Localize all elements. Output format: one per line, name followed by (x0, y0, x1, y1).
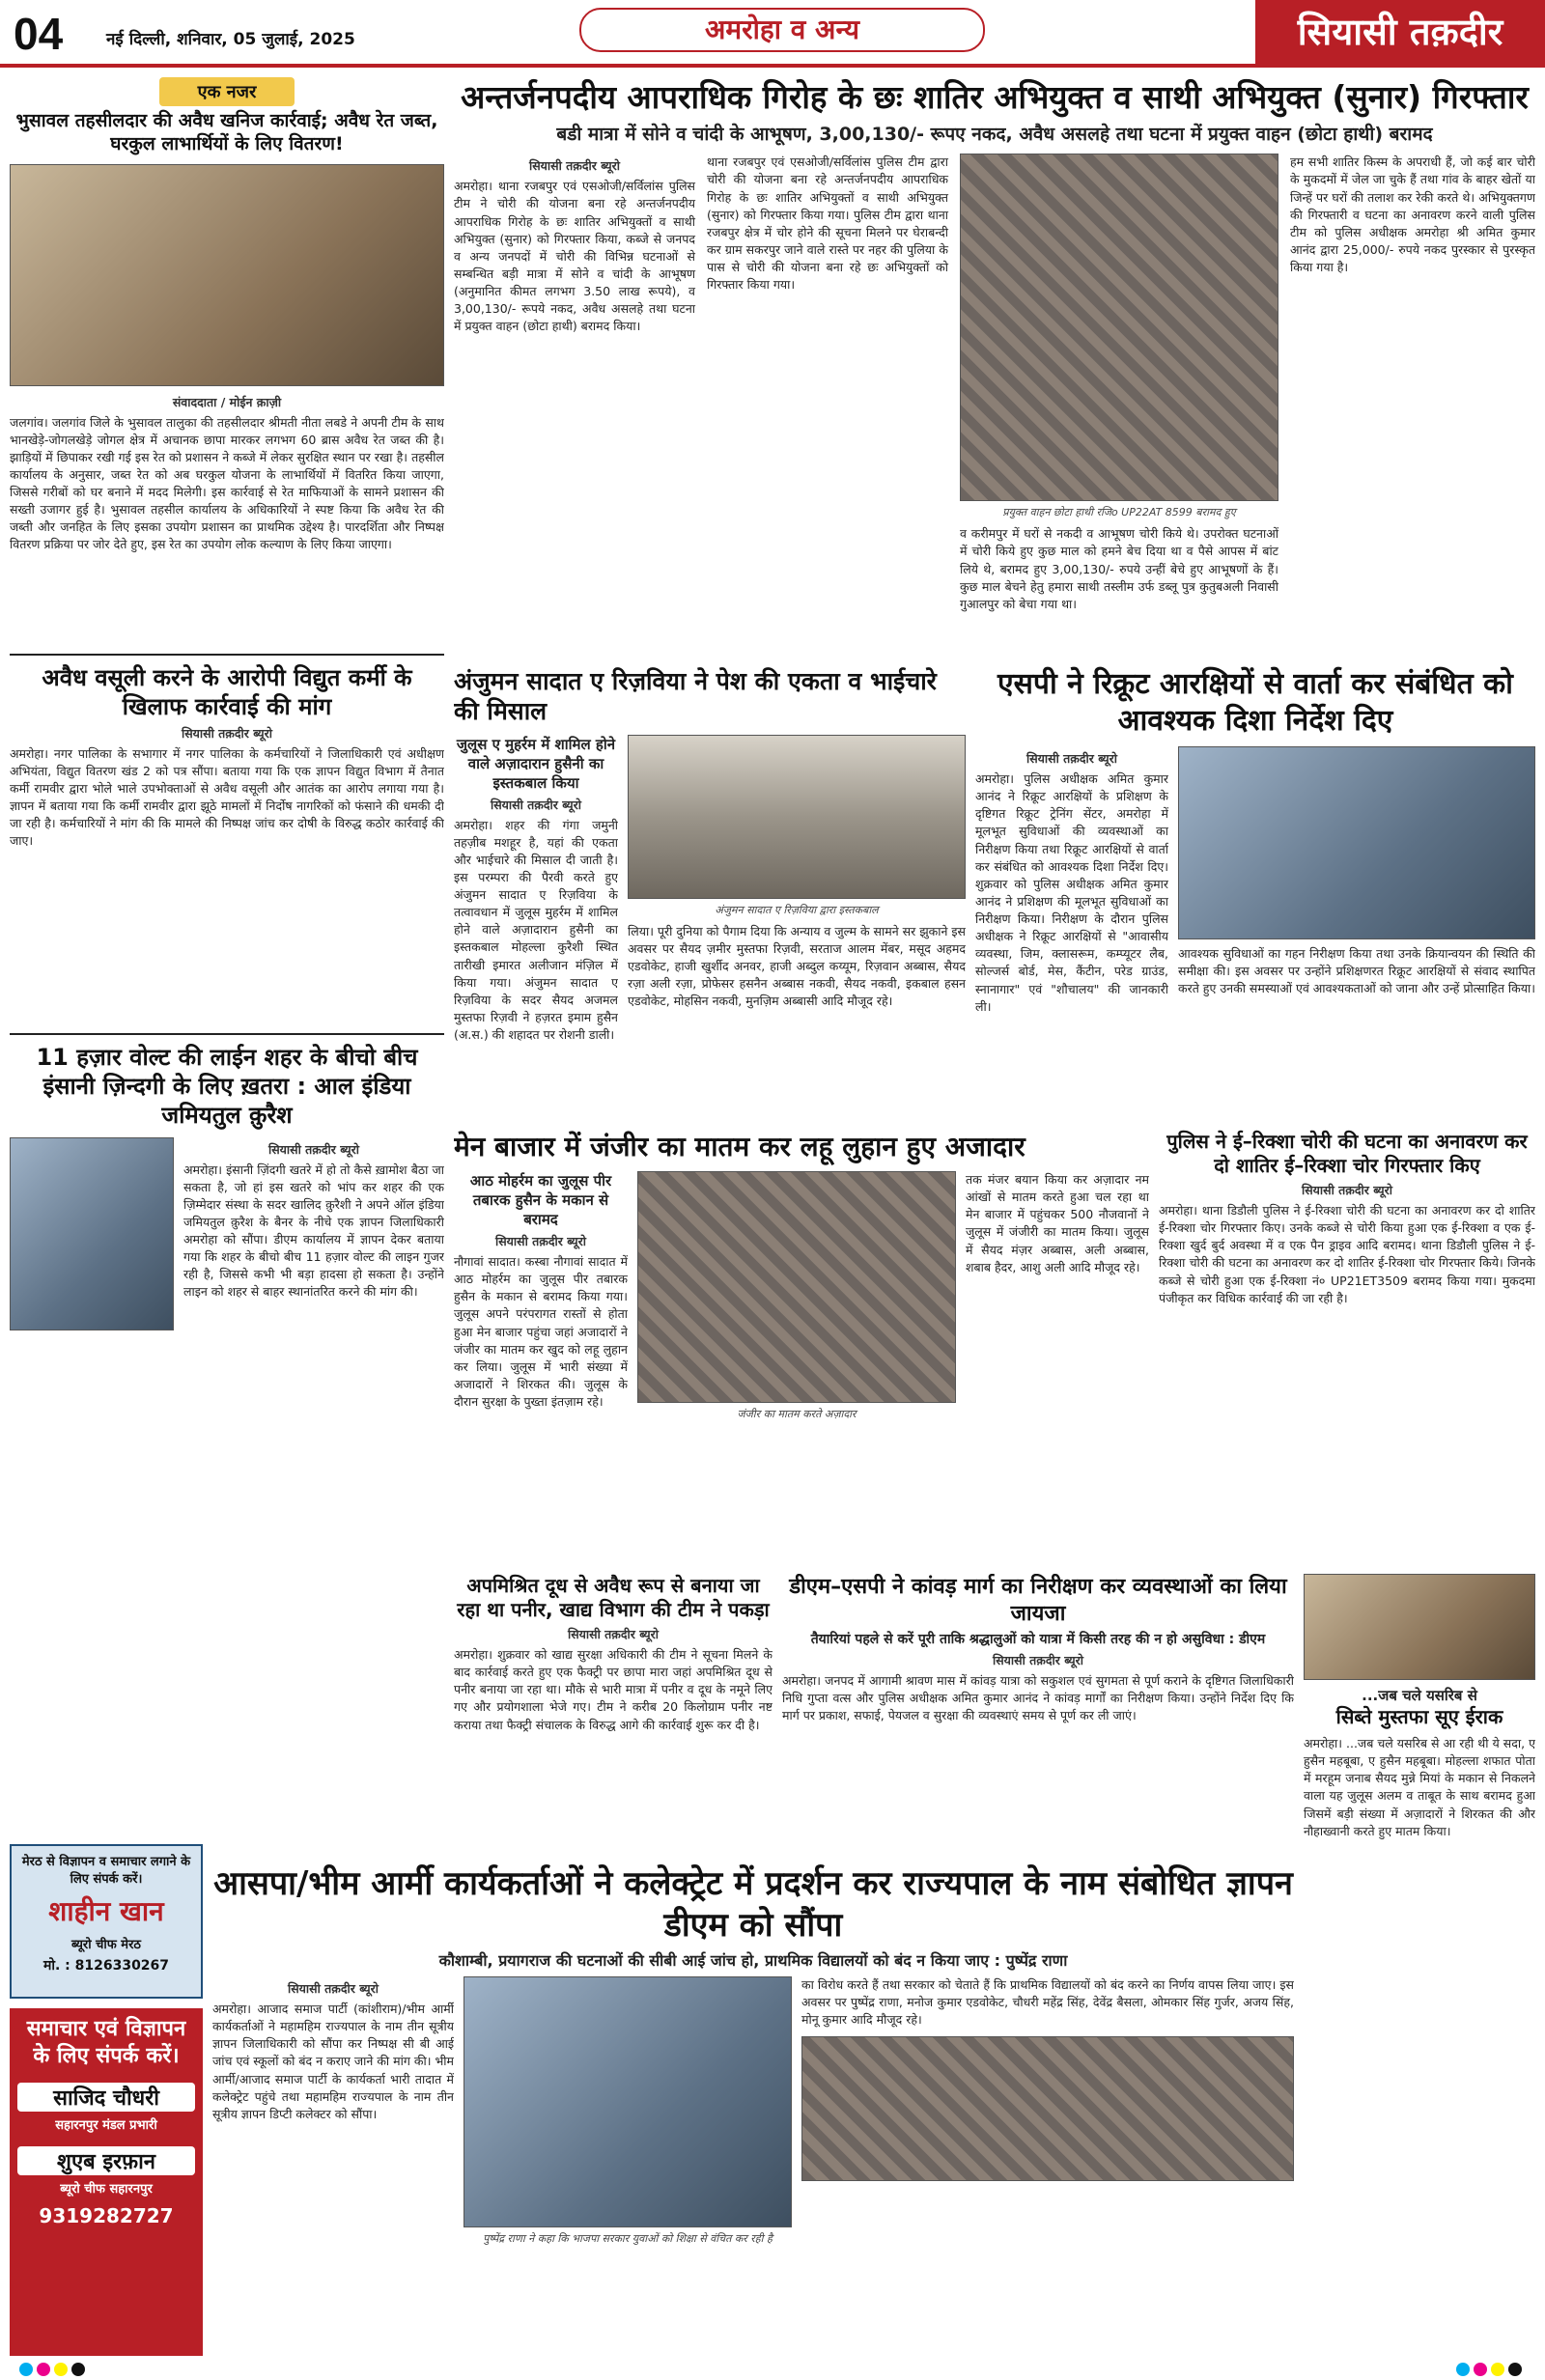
sidebar-story1-body: जलगांव। जलगांव जिले के भुसावल तालुका की तहसीलदार श्रीमती नीता लबडे ने अपनी टीम के साथ भानखेड़े-जोगलखेड़े जोगल क्षेत्र में अचानक छापा मारकर लगभग 60 ब्रास अवैध रेत जब्त की है। झाड़ियों में छिपाकर रखी गई इस रेत को प्रशासन ने कब्जे में लेकर सुरक्षित स्थान पर रखा है। तहसील कार्यालय के अनुसार, जब्त रेत को अब घरकुल योजना के लाभार्थियों में वितरित किया जाएगा, जिससे गरीबों को घर बनाने में मदद मिलेगी। इस कार्रवाई से रेत माफियाओं के सामने प्रशासन की सख्ती उजागर हुई है। भुसावल तहसील कार्यालय के अधिकारियों ने स्पष्ट किया कि अवैध रेत की जब्ती और जनहित के लिए इसका उपयोग प्रशासन का प्राथमिक उद्देश्य है। पारदर्शिता और निष्पक्ष वितरण प्रक्रिया पर जोर देते हुए, इस रेत का उपयोग लोक कल्याण के लिए किया जाएगा। (10, 414, 444, 552)
dm-story (782, 1574, 1294, 1854)
anjuman-byline: सियासी तक़दीर ब्यूरो (490, 797, 582, 812)
milk-byline: सियासी तक़दीर ब्यूरो (567, 1627, 660, 1641)
section-title: अमरोहा व अन्य (579, 8, 985, 52)
dm-sub: तैयारियां पहले से करें पूरी ताकि श्रद्धालुओं को यात्रा में किसी तरह की न हो असुविधा : डीएम (810, 1632, 1266, 1647)
anjuman-photo (628, 735, 966, 899)
sidebar-story2-byline: सियासी तक़दीर ब्यूरो (181, 725, 273, 741)
print-registration-bar (0, 2361, 1545, 2380)
top-story-photo (960, 154, 1278, 501)
sidebar-story2-body: अमरोहा। नगर पालिका के सभागार में नगर पालिका के कर्मचारियों ने जिलाधिकारी एवं अधीक्षण अभियंता, विद्युत वितरण खंड 2 को पत्र सौंपा। बताया गया कि एक ज्ञापन विद्युत विभाग में तैनात कर्मी रामवीर द्वारा भोले भाले उपभोक्ताओं से अवैध वसूली और आतंक का आरोप लगाया गया है। ज्ञापन में बताया गया कि कर्मी रामवीर द्वारा झूठे मामलों में निर्दोष नागरिकों को फंसाने की धमकी दी जा रही है। कर्मचारियों ने मांग की कि मामले की निष्पक्ष जांच कर दोषी के विरुद्ध कठोर कार्रवाई की जाए। (10, 745, 444, 849)
yasrib-kicker: ...जब चले यसरिब से (1362, 1687, 1477, 1704)
yasrib-headline: सिब्ते मुस्तफा सूए ईराक (1335, 1705, 1503, 1728)
meerut-ad-notice: मेरठ से विज्ञापन व समाचार लगाने के लिए संपर्क करें। (21, 1855, 191, 1887)
sidebar-tag: एक नजर (159, 77, 295, 106)
sp-photo (1178, 746, 1535, 939)
matam-body: नौगावां सादात। कस्बा नौगावां सादात में आठ मोहर्रम का जुलूस पीर तबारक हुसैन के मकान से बरामद किया गया। जुलूस अपने परंपरागत रास्तों से होता हुआ मेन बाजार पहुंचा जहां अजादारों ने जंजीर का मातम कर खुद को लहू लुहान कर लिया। जुलूस में भारी संख्या में अजादारों ने शिरकत की। जुलूस के दौरान सुरक्षा के पुख्ता इंतज़ाम रहे। (454, 1254, 628, 1409)
matam-byline: सियासी तक़दीर ब्यूरो (494, 1234, 587, 1248)
anjuman-body: अमरोहा। शहर की गंगा जमुनी तहज़ीब मशहूर है, यहां की एकता और भाईचारे की मिसाल दी जाती है। इस परम्परा की पैरवी करते हुए अंजुमन सादात ए रिज़विया के तत्वावधान में जुलूस मुहर्रम में शामिल होने वाले अज़ादारान हुसैनी का इस्तकबाल मोहल्ला कुरैशी स्थित तारीखी इमारत अलीजान मंज़िल में किया गया। अंजुमन सादात ए रिज़विया के सदर सैयद अजमल मुस्तफा रिज़वी ने हज़रत इमाम हुसैन (अ.स.) की शहादत पर रोशनी डाली। (454, 817, 618, 1042)
meerut-ad-role: ब्यूरो चीफ मेरठ (71, 1938, 141, 1952)
sp-body: अमरोहा। पुलिस अधीक्षक अमित कुमार आनंद ने रिक्रूट आरक्षियों के प्रशिक्षण के दृष्टिगत रिक्रूट ट्रेनिंग सेंटर, अमरोहा में मूलभूत सुविधाओं की व्यवस्थाओं का निरीक्षण किया तथा रिक्रूट आरक्षियों से वार्ता कर संबंधित को आवश्यक दिशा निर्देश दिए। शुक्रवार को पुलिस अधीक्षक अमित कुमार आनंद ने प्रशिक्षण की मूलभूत सुविधाओं का निरीक्षण किया। निरीक्षण के दौरान पुलिस अधीक्षक ने रिक्रूट आरक्षियों से "आवासीय व्यवस्था, जिम, क्लासरूम, कम्प्यूटर लैब, सोल्जर्स बोर्ड, मेस, कैंटीन, परेड ग्राउंड, स्नानागार" एवं "शौचालय" की जानकारी ली। (975, 771, 1168, 1014)
sidebar-story3-headline: 11 हज़ार वोल्ट की लाईन शहर के बीचो बीच इंसानी ज़िन्दगी के लिए ख़तरा : आल इंडिया जमियतुल क़ुरैश (36, 1043, 418, 1129)
sidebar-story2-headline: अवैध वसूली करने के आरोपी विद्युत कर्मी के खिलाफ कार्रवाई की मांग (42, 663, 412, 720)
erickshaw-body: अमरोहा। थाना डिडौली पुलिस ने ई-रिक्शा चोरी की घटना का अनावरण कर दो शातिर ई-रिक्शा चोर गिरफ्तार किए। उनके कब्जे से चोरी किया हुआ एक ई-रिक्शा व एक ई-रिक्शा खुर्द बुर्द अवस्था में व एक पैन ड्राइव आदि बरामद। थाना डिडौली पुलिस ने ई-रिक्शा चोरी की घटना का अनावरण कर दो शातिर ई-रिक्शा चोर गिरफ्तार किये। जिनके कब्जे से चोरी हुआ एक ई-रिक्शा नं० UP21ET3509 बरामद किया गया। मुकदमा पंजीकृत कर विधिक कार्रवाई की जा रही है। (1159, 1203, 1535, 1305)
top-story-subheadline: बडी मात्रा में सोने व चांदी के आभूषण, 3,00,130/- रूपए नकद, अवैध असलहे तथा घटना में प्रयुक्त वाहन (छोटा हाथी) बरामद (556, 124, 1433, 146)
meerut-ad-name: शाहीन खान (48, 1895, 164, 1927)
divider (10, 654, 444, 656)
yasrib-photo (1304, 1574, 1535, 1680)
sidebar-story3-photo (10, 1137, 174, 1330)
sidebar-story3-byline: सियासी तक़दीर ब्यूरो (267, 1141, 360, 1157)
dm-headline: डीएम–एसपी ने कांवड़ मार्ग का निरीक्षण कर व्यवस्थाओं का लिया जायजा (789, 1575, 1287, 1626)
anjuman-story (454, 666, 966, 1120)
bottom-body: अमरोहा। आजाद समाज पार्टी (कांशीराम)/भीम आर्मी कार्यकर्ताओं ने महामहिम राज्यपाल के नाम तीन सूत्रीय ज्ञापन जिलाधिकारी को सौंपा कर निष्पक्ष सी बी आई जांच एवं स्कूलों को बंद न कराए जाने की मांग की। भीम आर्मी/आजाद समाज पार्टी के कार्यकर्ता भारी तादात में कलेक्ट्रेट पहुंचे तथा महामहिम राज्यपाल के नाम तीन सूत्रीय ज्ञापन डिप्टी कलेक्टर को सौंपा। (212, 2002, 454, 2121)
matam-headline: मेन बाजार में जंजीर का मातम कर लहू लुहान हुए अजादार (454, 1131, 1025, 1162)
erickshaw-headline: पुलिस ने ई–रिक्शा चोरी की घटना का अनावरण कर दो शातिर ई–रिक्शा चोर गिरफ्तार किए (1166, 1130, 1528, 1177)
matam-body2: तक मंजर बयान किया कर अज़ादार नम आंखों से मातम करते हुआ चल रहा था मेन बाजार में पहुंचकर 500 नौजवानों ने जुलूस में जंजीरी का मातम किया। जुलूस में सैयद मंज़र अब्बास, अली अब्बास, शबाब हैदर, आशु अली आदि मौजूद रहे। (966, 1172, 1149, 1274)
sidebar-story3-body: अमरोहा। इंसानी ज़िंदगी खतरे में हो तो कैसे ख़ामोश बैठा जा सकता है, जो हां इस खतरे को भांप कर शहर की एक ज़िम्मेदार संस्था के सदर खालिद क़ुरैशी ने अपने ऑल इंडिया जमियतुल क़ुरैश के बैनर के नीचे एक ज्ञापन जिलाधिकारी अमरोहा को सौंपा। डीएम कार्यालय में ज्ञापन देकर बताया गया कि शहर के बीचो बीच 11 हज़ार वोल्ट की लाइन गुजर रही है, जिससे कभी भी बड़ा हादसा हो सकता है। उन्होंने लाइन को शहर से बाहर स्थानांतरित करने की मांग की। (183, 1162, 444, 1300)
registration-dots-right (1456, 2362, 1526, 2380)
saharanpur-ad-phone: 9319282727 (39, 2204, 174, 2227)
saharanpur-ad-role1: सहारनपुर मंडल प्रभारी (55, 2118, 157, 2133)
saharanpur-ad (10, 2008, 203, 2356)
bottom-photo2 (801, 2036, 1294, 2181)
top-story-body-right: व करीमपुर में घरों से नकदी व आभूषण चोरी किये थे। उपरोक्त घटनाओं में चोरी किये हुए कुछ माल को हमने बेच दिया था व पैसे आपस में बांट लिये थे, बरामद हुए 3,00,130/- रुपये उन्हीं बेचे हुए आभूषणों के हैं। कुछ माल बेचने हेतु हमारा साथी तस्लीम उर्फ डब्लू पुत्र कुतुबअली निवासी गुआलपुर को बेचा गया था। (960, 526, 1278, 611)
masthead-brand: सियासी तक़दीर (1255, 0, 1545, 64)
milk-body: अमरोहा। शुक्रवार को खाद्य सुरक्षा अधिकारी की टीम ने सूचना मिलने के बाद कार्रवाई करते हुए एक फैक्ट्री पर छापा मारा जहां अपमिश्रित दूध से पनीर बनाया जा रहा था। मौके से भारी मात्रा में पनीर व दूध के नमूने लिए गए और प्रयोगशाला भेजे गए। टीम ने करीब 20 किलोग्राम पनीर नष्ट कराया तथा फैक्ट्री संचालक के विरुद्ध आगे की कार्रवाई शुरू कर दी है। (454, 1647, 772, 1732)
sidebar (10, 77, 444, 1834)
sp-body2: आवश्यक सुविधाओं का गहन निरीक्षण किया तथा उनके क्रियान्वयन की स्थिति की समीक्षा की। इस अवसर पर उन्होंने प्रशिक्षणरत रिक्रूट आरक्षियों से संवाद स्थापित करते हुए उनकी समस्याओं एवं आवश्यकताओं को जाना और उन्हें प्रोत्साहित किया। (1178, 946, 1535, 996)
erickshaw-byline: सियासी तक़दीर ब्यूरो (1301, 1183, 1393, 1197)
top-story-body-left: अमरोहा। थाना रजबपुर एवं एसओजी/सर्विलांस पुलिस टीम ने चोरी की योजना बना रहे अन्तर्जनपदीय आपराधिक गिरोह के छः शातिर अभियुक्तों व साथी अभियुक्त (सुनार) को गिरफ्तार किया, कब्जे से जनपद व अन्य जनपदों में चोरी की विभिन्न घटनाओं से सम्बन्धित बड़ी मात्रा में सोने व चांदी के आभूषण (अनुमानित कीमत लगभग 3.50 लाख रूपये), व 3,00,130/- रूपये नकद, अवैध असलहे तथा घटना में प्रयुक्त वाहन (छोटा हाथी) बरामद किया। (454, 179, 695, 334)
top-story-photo-caption: प्रयुक्त वाहन छोटा हाथी रजिo UP22AT 8599 बरामद हुए (1002, 506, 1236, 519)
saharanpur-ad-role2: ब्यूरो चीफ सहारनपुर (60, 2182, 153, 2197)
yasrib-body: अमरोहा। ...जब चले यसरिब से आ रही थी ये सदा, ए हुसैन महबूबा, ए हुसैन महबूबा। मोहल्ला शफात पोता में मरहूम जनाब सैयद मुन्ने मियां के मकान से निकलने वाला यह जुलूस अलम व ताबूत के साथ बरामद हुआ जिसमें बड़ी संख्या में अज़ादारों ने शिरकत की और नौहाख्वानी करते हुए मातम किया। (1304, 1736, 1535, 1838)
bottom-photo (464, 1976, 792, 2227)
dateline: नई दिल्ली, शनिवार, 05 जुलाई, 2025 (106, 30, 355, 49)
sidebar-story1-byline: संवाददाता / मोईन क़ाज़ी (172, 394, 282, 409)
sidebar-story1-headline: भुसावल तहसीलदार की अवैध खनिज कार्रवाई; अवैध रेत जब्त, घरकुल लाभार्थियों के लिए वितरण! (15, 110, 438, 154)
page-number: 04 (14, 9, 64, 59)
erickshaw-story (1159, 1130, 1535, 1564)
registration-dots-left (19, 2362, 89, 2380)
sp-story (975, 666, 1535, 1120)
bottom-headline: आसपा/भीम आर्मी कार्यकर्ताओं ने कलेक्ट्रेट में प्रदर्शन कर राज्यपाल के नाम संबोधित ज्ञापन डीएम को सौंपा (213, 1864, 1293, 1945)
saharanpur-ad-name2: शुएब इरफ़ान (17, 2146, 195, 2175)
top-story-body-far: हम सभी शातिर किस्म के अपराधी हैं, जो कई बार चोरी के मुकदमों में जेल जा चुके हैं तथा गांव के बाहर खेतों या जिन्हें पर घरों की तलाश कर रेकी करते थे। अभियुक्तगण की गिरफ्तारी व घटना का अनावरण करने वाली पुलिस टीम को पुलिस अधीक्षक अमरोहा श्री अमित कुमार आनंद द्वारा 25,000/- रुपये नकद पुरस्कार से पुरस्कृत किया गया है। (1290, 154, 1535, 274)
sp-headline: एसपी ने रिक्रूट आरक्षियों से वार्ता कर संबंधित को आवश्यक दिशा निर्देश दिए (997, 667, 1513, 738)
bottom-body2: का विरोध करते हैं तथा सरकार को चेताते हैं कि प्राथमिक विद्यालयों को बंद करने का निर्णय वापस लिया जाए। इस अवसर पर पुष्पेंद्र राणा, मनोज कुमार एडवोकेट, चौधरी महेंद्र सिंह, देवेंद्र बैसला, ओमकार सिंह गुर्जर, अजय सिंह, मोनू कुमार आदि मौजूद रहे। (801, 1977, 1294, 2028)
bottom-story (212, 1863, 1294, 2356)
anjuman-sub: जुलूस ए मुहर्रम में शामिल होने वाले अज़ादारान हुसैनी का इस्तकबाल किया (456, 735, 616, 792)
bottom-byline: सियासी तक़दीर ब्यूरो (287, 1981, 379, 1996)
sidebar-story1-photo (10, 164, 444, 386)
milk-story (454, 1574, 772, 1854)
top-story-byline: सियासी तक़दीर ब्यूरो (528, 158, 621, 174)
bottom-sub: कौशाम्बी, प्रयागराज की घटनाओं की सीबी आई जांच हो, प्राथमिक विद्यालयों को बंद न किया जाए : पुष्पेंद्र राणा (438, 1951, 1068, 1970)
anjuman-body2: लिया। पूरी दुनिया को पैगाम दिया कि अन्याय व जुल्म के सामने सर झुकाने इस अवसर पर सैयद ज़मीर मुस्तफा रिज़वी, सरताज आलम मेंबर, मसूद अहमद एडवोकेट, हाजी खुर्शीद अनवर, हाजी अब्दुल कय्यूम, रिज़वान अब्बास, सैयद रज़ा अली रज़ा, प्रोफेसर हसनैन अब्बास नकवी, सैयद नकवी, इकबाल हसन एडवोकेट, मोहसिन नकवी, मुनज़िम अब्बासी आदि मौजूद रहे। (628, 923, 966, 1008)
matam-caption: जंजीर का मातम करते अज़ादार (737, 1408, 857, 1420)
divider (10, 1033, 444, 1035)
matam-story (454, 1130, 1149, 1564)
meerut-ad-phone: मो. : 8126330267 (42, 1958, 170, 1974)
page-header (0, 0, 1545, 68)
matam-sub: आठ मोहर्रम का जुलूस पीर तबारक हुसैन के मकान से बरामद (469, 1172, 612, 1228)
dm-byline: सियासी तक़दीर ब्यूरो (992, 1653, 1084, 1667)
saharanpur-ad-notice: समाचार एवं विज्ञापन के लिए संपर्क करें। (26, 2017, 186, 2068)
bottom-caption: पुष्पेंद्र राणा ने कहा कि भाजपा सरकार युवाओं को शिक्षा से वंचित कर रही है (483, 2232, 772, 2245)
saharanpur-ad-name1: साजिद चौधरी (17, 2083, 195, 2112)
top-story-headline: अन्तर्जनपदीय आपराधिक गिरोह के छः शातिर अभियुक्त व साथी अभियुक्त (सुनार) गिरफ्तार (461, 78, 1529, 116)
anjuman-caption: अंजुमन सादात ए रिज़विया द्वारा इस्तकबाल (715, 903, 879, 916)
top-story-body-mid: थाना रजबपुर एवं एसओजी/सर्विलांस पुलिस टीम द्वारा चोरी की योजना बना रहे अन्तर्जनपदीय आपराधिक गिरोह के छः शातिर अभियुक्तों व साथी अभियुक्त (सुनार) को गिरफ्तार किया गया। पुलिस टीम द्वारा थाना रजबपुर क्षेत्र में चोर होने की सूचना मिलने पर घेराबन्दी कर ग्राम सकरपुर जाने वाले रास्ते पर नहर की पुलिया के पास से चोरी की योजना बना रहे छः अभियुक्तों को गिरफ्तार किया गया। (707, 154, 948, 293)
milk-headline: अपमिश्रित दूध से अवैध रूप से बनाया जा रहा था पनीर, खाद्य विभाग की टीम ने पकड़ा (457, 1574, 770, 1621)
top-story (454, 77, 1535, 657)
anjuman-headline: अंजुमन सादात ए रिज़विया ने पेश की एकता व भाईचारे की मिसाल (454, 667, 937, 726)
sp-byline: सियासी तक़दीर ब्यूरो (1025, 751, 1118, 766)
dm-body: अमरोहा। जनपद में आगामी श्रावण मास में कांवड़ यात्रा को सकुशल एवं सुगमता से पूर्ण कराने के दृष्टिगत जिलाधिकारी निधि गुप्ता वत्स और पुलिस अधीक्षक अमित कुमार आनंद ने कांवड़ मार्गों का निरीक्षण किया। उन्होंने निर्देश दिए कि मार्ग पर प्रकाश, सफाई, पेयजल व सुरक्षा की व्यवस्थाएं समय से पूर्ण कर ली जाएं। (782, 1673, 1294, 1723)
yasrib-story (1304, 1574, 1535, 2337)
meerut-ad (10, 1844, 203, 1999)
matam-photo (637, 1171, 956, 1403)
